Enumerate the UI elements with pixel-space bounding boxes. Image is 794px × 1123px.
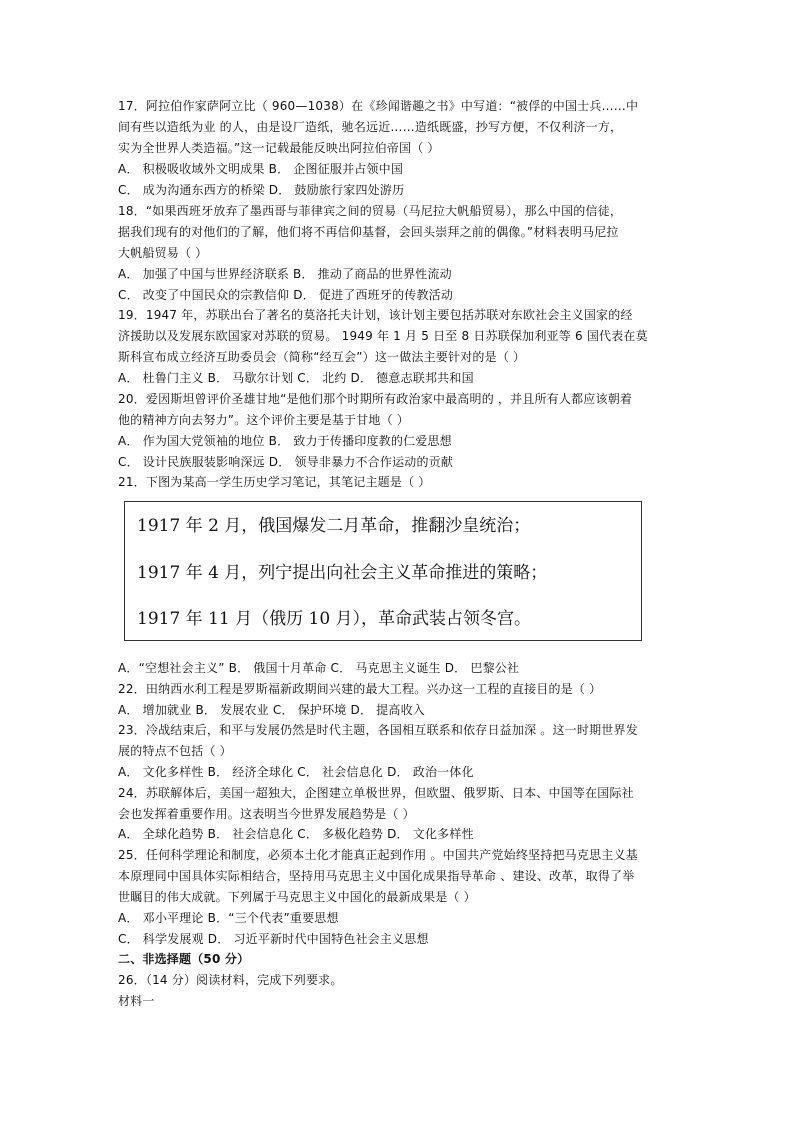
q20-stem-line-1: 20．爱因斯坦曾评价圣雄甘地“是他们那个时期所有政治家中最高明的 ，并且所有人都应该朝着 [118, 392, 633, 406]
q19-stem-line-2: 济援助以及发展东欧国家对苏联的贸易。 1949 年 1 月 5 日至 8 日苏联保加利亚等 6 国代表在莫 [118, 329, 648, 343]
q23-options: A． 文化多样性 B． 经济全球化 C． 社会信息化 D． 政治一体化 [118, 765, 474, 779]
q17-options-ab: A． 积极吸收域外文明成果 B． 企图征服并占领中国 [118, 162, 404, 176]
q19-stem-line-1: 19．1947 年，苏联出台了著名的莫洛托夫计划，该计划主要包括苏联对东欧社会主义国家的经 [118, 308, 633, 322]
q23-stem-line-2: 展的特点不包括（ ） [118, 744, 232, 758]
q24-stem-line-1: 24．苏联解体后，美国一超独大，企图建立单极世界，但欧盟、俄罗斯、日本、中国等在国际社 [118, 786, 634, 800]
q17-stem-line-2: 间有些以造纸为业 的人，由是设厂造纸，驰名远近……造纸既盛，抄写方便，不仅利济一方， [118, 120, 623, 134]
q20-stem-line-2: 他的精神方向去努力”。这个评价主要是基于甘地（ ） [118, 413, 410, 427]
q26-intro: 26．（14 分）阅读材料，完成下列要求。 [118, 973, 343, 987]
q25-options-ab: A． 邓小平理论 B．“三个代表”重要思想 [118, 911, 339, 925]
note-line-3: 1917 年 11 月（俄历 10 月），革命武装占领冬宫。 [137, 609, 532, 629]
q25-stem-line-1: 25．任何科学理论和制度，必须本土化才能真正起到作用 。中国共产党始终坚持把马克思主义基 [118, 848, 638, 862]
q25-stem-line-2: 本原理同中国具体实际相结合，坚持用马克思主义中国化成果指导革命 、建设、改革，取得了举 [118, 869, 635, 883]
note-line-2: 1917 年 4 月，列宁提出向社会主义革命推进的策略； [137, 563, 548, 583]
q21-options: A．“空想社会主义” B． 俄国十月革命 C． 马克思主义诞生 D． 巴黎公社 [118, 661, 520, 675]
q18-stem-line-1: 18．“如果西班牙放弃了墨西哥与菲律宾之间的贸易（马尼拉大帆船贸易），那么中国的信徒， [118, 204, 623, 218]
q20-options-cd: C． 设计民族服装影响深远 D． 领导非暴力不合作运动的贡献 [118, 455, 454, 469]
note-line-1: 1917 年 2 月，俄国爆发二月革命，推翻沙皇统治； [137, 516, 531, 536]
section-heading: 二、非选择题（50 分） [118, 952, 250, 966]
q20-options-ab: A． 作为国大党领袖的地位 B． 致力于传播印度教的仁爱思想 [118, 434, 452, 448]
material-label: 材料一 [118, 994, 155, 1008]
q25-stem-line-3: 世瞩目的伟大成就。下列属于马克思主义中国化的最新成果是（ ） [118, 890, 476, 904]
q25-options-cd: C． 科学发展观 D． 习近平新时代中国特色社会主义思想 [118, 932, 429, 946]
q22-options: A． 增加就业 B． 发展农业 C． 保护环境 D． 提高收入 [118, 703, 425, 717]
study-note-box [124, 501, 642, 641]
q18-stem-line-2: 据我们现有的对他们的了解，他们将不再信仰基督，会回头崇拜之前的偶像。”材料表明马尼拉 [118, 225, 619, 239]
q24-options: A． 全球化趋势 B． 社会信息化 C． 多极化趋势 D． 文化多样性 [118, 827, 474, 841]
q17-stem-line-3: 实为全世界人类造福。”这一记载最能反映出阿拉伯帝国（ ） [118, 141, 440, 155]
q18-options-ab: A． 加强了中国与世界经济联系 B． 推动了商品的世界性流动 [118, 267, 452, 281]
q17-stem-line-1: 17．阿拉伯作家萨阿立比（ 960—1038）在《珍闻谐趣之书》中写道：“被俘的中国士兵……中 [118, 99, 639, 113]
q19-options: A． 杜鲁门主义 B． 马歇尔计划 C． 北约 D． 德意志联邦共和国 [118, 371, 474, 385]
q22-stem: 22．田纳西水利工程是罗斯福新政期间兴建的最大工程。兴办这一工程的直接目的是（ ） [118, 682, 602, 696]
q17-options-cd: C． 成为沟通东西方的桥梁 D． 鼓励旅行家四处游历 [118, 183, 405, 197]
q19-stem-line-3: 斯科宣布成立经济互助委员会（简称“经互会”）这一做法主要针对的是（ ） [118, 350, 526, 364]
q23-stem-line-1: 23．冷战结束后，和平与发展仍然是时代主题，各国相互联系和依存日益加深 。这一时期世界发 [118, 723, 638, 737]
q18-stem-line-3: 大帆船贸易（ ） [118, 246, 208, 260]
q24-stem-line-2: 会也发挥着重要作用。这表明当今世界发展趋势是（ ） [118, 807, 415, 821]
q18-options-cd: C． 改变了中国民众的宗教信仰 D． 促进了西班牙的传教活动 [118, 288, 454, 302]
q21-stem: 21．下图为某高一学生历史学习笔记，其笔记主题是（ ） [118, 475, 431, 489]
